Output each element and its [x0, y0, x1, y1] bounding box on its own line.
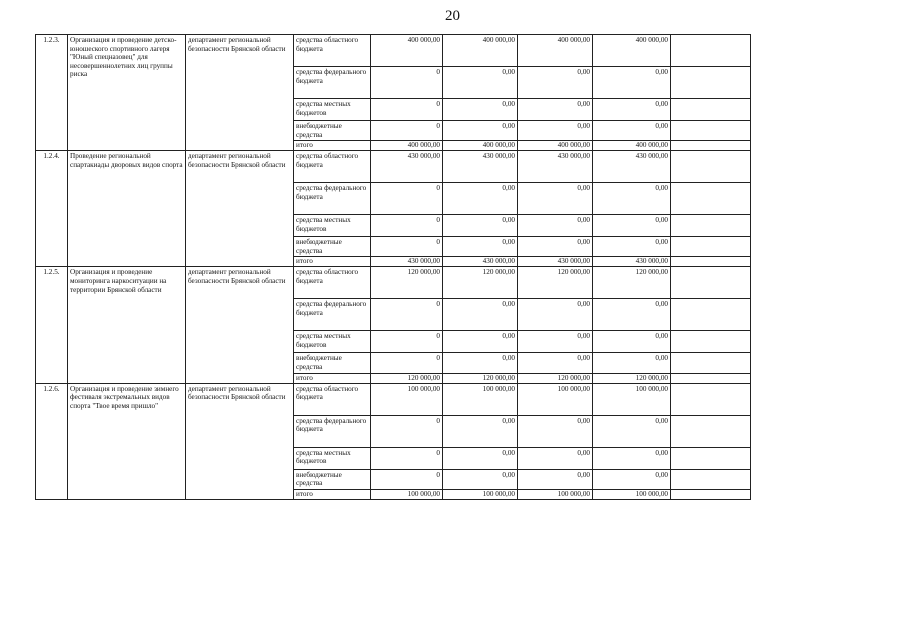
item-executor: департамент региональной безопасности Брянской области: [186, 151, 294, 267]
amount-cell: 430 000,00: [593, 151, 671, 183]
amount-cell: 0: [371, 469, 443, 489]
item-name: Проведение региональной спартакиады дворовых видов спорта: [68, 151, 186, 267]
amount-cell: 100 000,00: [443, 489, 518, 499]
funding-source: средства федерального бюджета: [294, 415, 371, 447]
amount-cell: 430 000,00: [593, 257, 671, 267]
empty-cell: [671, 447, 751, 469]
amount-cell: 0: [371, 99, 443, 121]
amount-cell: 0: [371, 183, 443, 215]
amount-cell: 0,00: [518, 99, 593, 121]
table-row: [36, 267, 751, 299]
amount-cell: 100 000,00: [371, 489, 443, 499]
amount-cell: 0,00: [593, 215, 671, 237]
amount-cell: 0,00: [443, 121, 518, 141]
amount-cell: 0,00: [593, 415, 671, 447]
item-code: 1.2.4.: [36, 151, 68, 267]
amount-cell: 400 000,00: [443, 141, 518, 151]
amount-cell: 100 000,00: [593, 383, 671, 415]
amount-cell: 0,00: [443, 215, 518, 237]
amount-cell: 100 000,00: [518, 383, 593, 415]
empty-cell: [671, 183, 751, 215]
item-code: 1.2.3.: [36, 35, 68, 151]
funding-source: итого: [294, 257, 371, 267]
funding-source: средства федерального бюджета: [294, 299, 371, 331]
amount-cell: 400 000,00: [518, 141, 593, 151]
amount-cell: 0,00: [443, 183, 518, 215]
amount-cell: 0,00: [518, 353, 593, 373]
amount-cell: 0: [371, 67, 443, 99]
amount-cell: 0,00: [593, 299, 671, 331]
table-row: [36, 35, 751, 67]
amount-cell: 0,00: [443, 67, 518, 99]
empty-cell: [671, 67, 751, 99]
funding-source: средства областного бюджета: [294, 35, 371, 67]
amount-cell: 0: [371, 299, 443, 331]
amount-cell: 0,00: [593, 121, 671, 141]
amount-cell: 0,00: [593, 99, 671, 121]
funding-source: внебюджетные средства: [294, 353, 371, 373]
amount-cell: 0,00: [518, 215, 593, 237]
amount-cell: 430 000,00: [371, 257, 443, 267]
empty-cell: [671, 383, 751, 415]
funding-source: средства областного бюджета: [294, 383, 371, 415]
funding-source: внебюджетные средства: [294, 121, 371, 141]
amount-cell: 0,00: [443, 99, 518, 121]
amount-cell: 0: [371, 215, 443, 237]
amount-cell: 0,00: [518, 67, 593, 99]
amount-cell: 100 000,00: [518, 489, 593, 499]
funding-source: средства областного бюджета: [294, 151, 371, 183]
amount-cell: 120 000,00: [443, 267, 518, 299]
amount-cell: 120 000,00: [371, 267, 443, 299]
amount-cell: 120 000,00: [443, 373, 518, 383]
empty-cell: [671, 415, 751, 447]
item-name: Организация и проведение мониторинга наркоситуации на территории Брянской области: [68, 267, 186, 383]
amount-cell: 0,00: [518, 121, 593, 141]
amount-cell: 400 000,00: [443, 35, 518, 67]
amount-cell: 0: [371, 331, 443, 353]
amount-cell: 0,00: [593, 183, 671, 215]
funding-source: итого: [294, 489, 371, 499]
amount-cell: 0,00: [518, 331, 593, 353]
empty-cell: [671, 257, 751, 267]
amount-cell: 0,00: [443, 331, 518, 353]
empty-cell: [671, 489, 751, 499]
empty-cell: [671, 267, 751, 299]
amount-cell: 0,00: [518, 183, 593, 215]
amount-cell: 100 000,00: [371, 383, 443, 415]
amount-cell: 0,00: [518, 447, 593, 469]
amount-cell: 0,00: [443, 447, 518, 469]
empty-cell: [671, 151, 751, 183]
amount-cell: 0: [371, 121, 443, 141]
amount-cell: 0,00: [443, 237, 518, 257]
item-executor: департамент региональной безопасности Брянской области: [186, 267, 294, 383]
amount-cell: 400 000,00: [518, 35, 593, 67]
funding-source: средства местных бюджетов: [294, 99, 371, 121]
amount-cell: 0,00: [593, 353, 671, 373]
amount-cell: 120 000,00: [518, 373, 593, 383]
amount-cell: 0: [371, 415, 443, 447]
item-executor: департамент региональной безопасности Брянской области: [186, 383, 294, 499]
amount-cell: 0,00: [518, 469, 593, 489]
amount-cell: 0,00: [443, 469, 518, 489]
amount-cell: 430 000,00: [518, 257, 593, 267]
funding-source: средства федерального бюджета: [294, 183, 371, 215]
empty-cell: [671, 373, 751, 383]
empty-cell: [671, 141, 751, 151]
item-code: 1.2.5.: [36, 267, 68, 383]
amount-cell: 400 000,00: [593, 35, 671, 67]
amount-cell: 430 000,00: [443, 257, 518, 267]
amount-cell: 0: [371, 353, 443, 373]
funding-source: средства местных бюджетов: [294, 215, 371, 237]
table-row: [36, 151, 751, 183]
amount-cell: 0,00: [443, 415, 518, 447]
amount-cell: 120 000,00: [371, 373, 443, 383]
budget-table-body: [36, 35, 751, 500]
amount-cell: 120 000,00: [593, 267, 671, 299]
amount-cell: 0,00: [593, 67, 671, 99]
amount-cell: 0,00: [593, 469, 671, 489]
amount-cell: 400 000,00: [371, 141, 443, 151]
amount-cell: 0,00: [443, 353, 518, 373]
funding-source: средства местных бюджетов: [294, 331, 371, 353]
funding-source: внебюджетные средства: [294, 237, 371, 257]
table-row: [36, 383, 751, 415]
amount-cell: 0,00: [443, 299, 518, 331]
item-name: Организация и проведение детско-юношеского спортивного лагеря "Юный спецназовец" для несовершеннолетних лиц группы риска: [68, 35, 186, 151]
amount-cell: 0: [371, 447, 443, 469]
amount-cell: 100 000,00: [593, 489, 671, 499]
empty-cell: [671, 99, 751, 121]
item-name: Организация и проведение зимнего фестиваля экстремальных видов спорта "Твое время пришло": [68, 383, 186, 499]
empty-cell: [671, 121, 751, 141]
empty-cell: [671, 353, 751, 373]
empty-cell: [671, 299, 751, 331]
amount-cell: 430 000,00: [518, 151, 593, 183]
funding-source: итого: [294, 373, 371, 383]
page-number: 20: [445, 8, 460, 24]
item-executor: департамент региональной безопасности Брянской области: [186, 35, 294, 151]
amount-cell: 0,00: [518, 415, 593, 447]
amount-cell: 100 000,00: [443, 383, 518, 415]
empty-cell: [671, 331, 751, 353]
amount-cell: 0: [371, 237, 443, 257]
empty-cell: [671, 35, 751, 67]
amount-cell: 120 000,00: [518, 267, 593, 299]
amount-cell: 0,00: [593, 331, 671, 353]
funding-source: внебюджетные средства: [294, 469, 371, 489]
funding-source: итого: [294, 141, 371, 151]
amount-cell: 400 000,00: [593, 141, 671, 151]
empty-cell: [671, 237, 751, 257]
empty-cell: [671, 469, 751, 489]
funding-source: средства областного бюджета: [294, 267, 371, 299]
budget-table: [35, 34, 751, 500]
amount-cell: 0,00: [518, 237, 593, 257]
item-code: 1.2.6.: [36, 383, 68, 499]
amount-cell: 120 000,00: [593, 373, 671, 383]
amount-cell: 430 000,00: [443, 151, 518, 183]
amount-cell: 0,00: [593, 237, 671, 257]
amount-cell: 0,00: [518, 299, 593, 331]
amount-cell: 400 000,00: [371, 35, 443, 67]
amount-cell: 430 000,00: [371, 151, 443, 183]
funding-source: средства местных бюджетов: [294, 447, 371, 469]
funding-source: средства федерального бюджета: [294, 67, 371, 99]
empty-cell: [671, 215, 751, 237]
amount-cell: 0,00: [593, 447, 671, 469]
